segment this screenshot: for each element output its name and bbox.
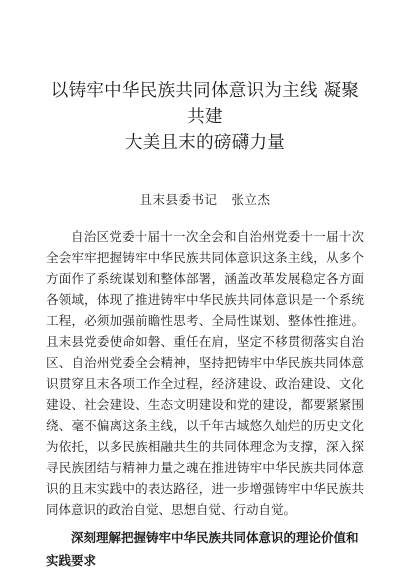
- body-paragraph: 自治区党委十届十一次全会和自治州党委十一届十次全会牢牢把握铸牢中华民族共同体意识这条主线，从多个方面作了系统谋划和整体部署，涵盖改革发展稳定各方面各领域，体现了推进铸牢中华民族共同体意识是一个系统工程，必须加强前瞻性思考、全局性谋划、整体性推进。且末县党委使命如磐、重任在肩，坚定不移贯彻落实自治区、自治州党委全会精神，坚持把铸牢中华民族共同体意识贯穿且末各项工作全过程，经济建设、政治建设、文化建设、社会建设、生态文明建设和党的建设，都要紧紧围绕、毫不偏离这条主线，以千年古域悠久灿烂的历史文化为依托，以多民族相融共生的共同体理念为支撑，深入探寻民族团结与精神力量之魂在推进铸牢中华民族共同体意识的且末实践中的表达路径，进一步增强铸牢中华民族共同体意识的政治自觉、思想自觉、行动自觉。: [46, 229, 364, 517]
- article-title: [46, 78, 364, 156]
- byline-role: 且末县委书记: [139, 192, 218, 207]
- byline-author: 张立杰: [231, 192, 271, 207]
- byline: [46, 190, 364, 208]
- section-heading: 深刻理解把握铸牢中华民族共同体意识的理论价值和实践要求: [46, 530, 359, 568]
- article-title-line-1: 以铸牢中华民族共同体意识为主线 凝聚共建: [50, 81, 360, 127]
- article-title-line-2: 大美且末的磅礴力量: [124, 133, 286, 153]
